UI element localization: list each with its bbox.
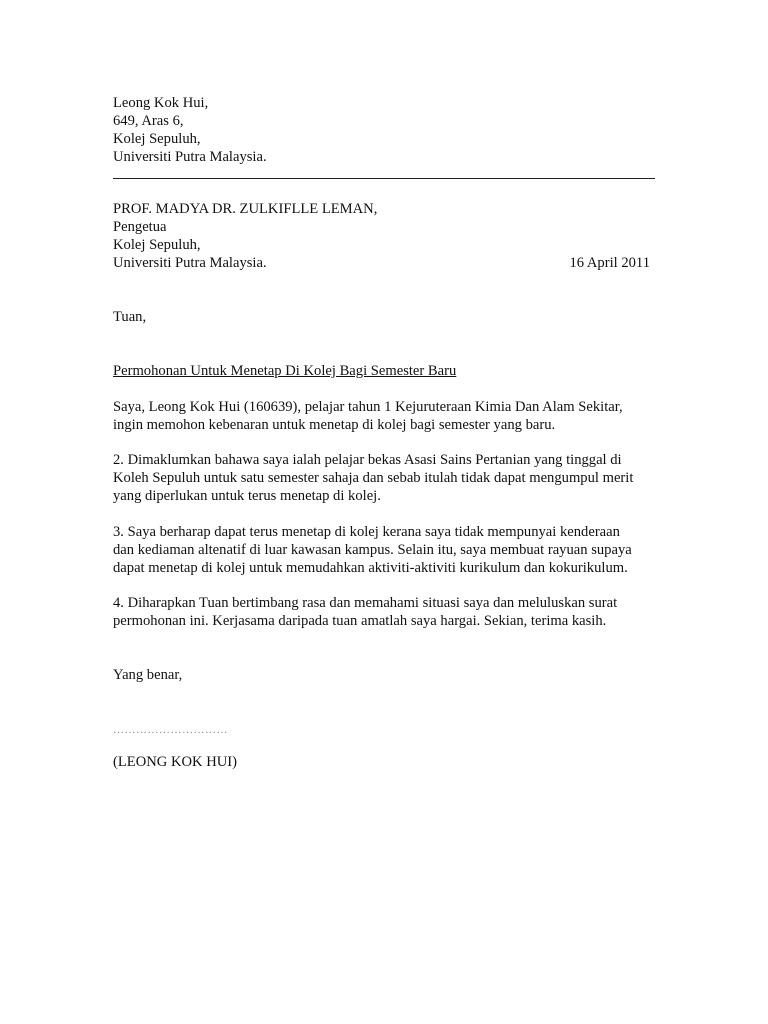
letter-date: 16 April 2011: [569, 255, 650, 271]
paragraph-line: 4. Diharapkan Tuan bertimbang rasa dan memahami situasi saya dan meluluskan surat: [113, 595, 618, 611]
paragraph-3: [113, 523, 658, 577]
paragraph-2: [113, 451, 658, 505]
paragraph-line: ingin memohon kebenaran untuk menetap di kolej bagi semester yang baru.: [113, 417, 556, 433]
recipient-address-line: Kolej Sepuluh,: [113, 237, 201, 253]
sender-address-line: Universiti Putra Malaysia.: [113, 149, 267, 165]
paragraph-line: permohonan ini. Kerjasama daripada tuan amatlah saya hargai. Sekian, terima kasih.: [113, 613, 607, 629]
signatory: [113, 753, 658, 771]
header-divider: [113, 178, 655, 179]
paragraph-line: dapat menetap di kolej untuk memudahkan aktiviti-aktiviti kurikulum dan kokurikulum.: [113, 560, 628, 576]
salutation-text: Tuan,: [113, 309, 147, 325]
recipient-address-line: Universiti Putra Malaysia.: [113, 255, 267, 271]
paragraph-line: yang diperlukan untuk terus menetap di kolej.: [113, 488, 381, 504]
recipient-name: PROF. MADYA DR. ZULKIFLLE LEMAN,: [113, 201, 378, 217]
paragraph-4: [113, 594, 658, 630]
paragraph-1: [113, 398, 658, 434]
sender-name: Leong Kok Hui,: [113, 95, 209, 111]
salutation: [113, 308, 658, 326]
sender-address-line: Kolej Sepuluh,: [113, 131, 201, 147]
paragraph-line: 2. Dimaklumkan bahawa saya ialah pelajar bekas Asasi Sains Pertanian yang tinggal di: [113, 452, 622, 468]
sender-address-line: 649, Aras 6,: [113, 113, 184, 129]
paragraph-line: Saya, Leong Kok Hui (160639), pelajar tahun 1 Kejuruteraan Kimia Dan Alam Sekitar,: [113, 399, 623, 415]
closing: [113, 666, 658, 684]
paragraph-line: 3. Saya berharap dapat terus menetap di kolej kerana saya tidak mempunyai kenderaan: [113, 524, 620, 540]
paragraph-line: Koleh Sepuluh untuk satu semester sahaja dan sebab itulah tidak dapat mengumpul merit: [113, 470, 634, 486]
closing-text: Yang benar,: [113, 667, 183, 683]
subject-text: Permohonan Untuk Menetap Di Kolej Bagi Semester Baru: [113, 363, 457, 379]
signature-line: …………………………: [113, 724, 228, 736]
subject-line: [113, 362, 658, 380]
sender-address: [113, 94, 658, 166]
paragraph-line: dan kediaman altenatif di luar kawasan kampus. Selain itu, saya membuat rayuan supaya: [113, 542, 632, 558]
signatory-name: (LEONG KOK HUI): [113, 754, 238, 770]
recipient-title: Pengetua: [113, 219, 167, 235]
